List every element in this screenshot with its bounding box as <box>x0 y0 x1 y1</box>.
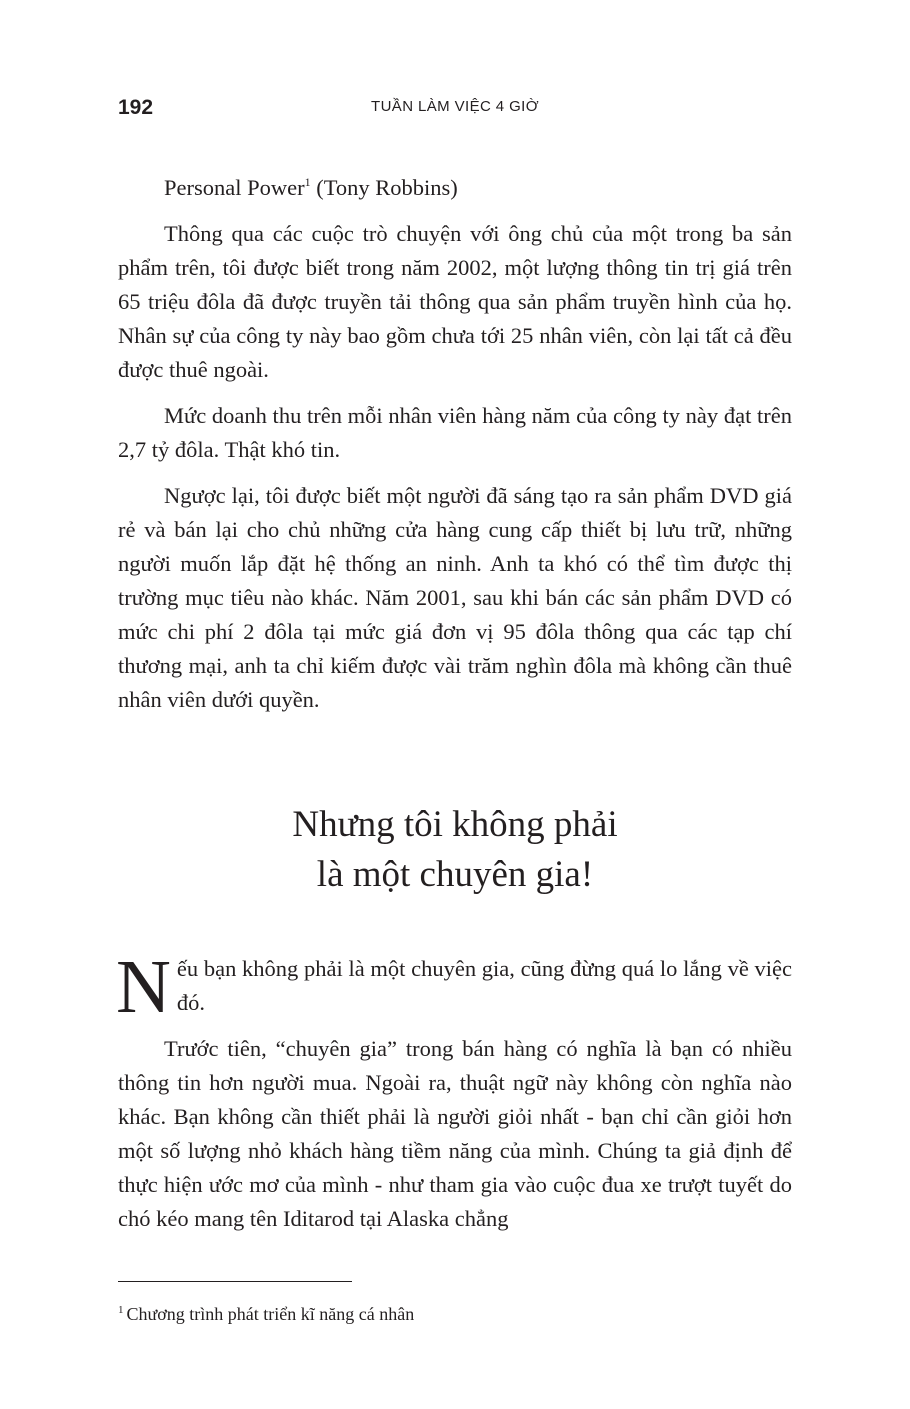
drop-cap-paragraph-text: ếu bạn không phải là một chuyên gia, cũng đừng quá lo lắng về việc đó. <box>176 956 792 1015</box>
footnote-text: Chương trình phát triển kĩ năng cá nhân <box>126 1304 415 1324</box>
section-heading <box>0 800 910 900</box>
paragraph: Mức doanh thu trên mỗi nhân viên hàng năm của công ty này đạt trên 2,7 tỷ đôla. Thật khó tin. <box>118 403 792 462</box>
paragraph: Trước tiên, “chuyên gia” trong bán hàng có nghĩa là bạn có nhiều thông tin hơn người mua. Ngoài ra, thuật ngữ này không còn nghĩa nào khác. Bạn không cần thiết phải là người giỏi nhất - bạn chỉ cần giỏi hơn một số lượng nhỏ khách hàng tiềm năng của mình. Chúng ta giả định để thực hiện ước mơ của mình - như tham gia vào cuộc đua xe trượt tuyết do chó kéo mang tên Iditarod tại Alaska chẳng <box>118 1036 792 1231</box>
drop-cap-letter: N <box>116 945 171 1029</box>
running-header-book-title: TUẦN LÀM VIỆC 4 GIỜ <box>371 98 539 115</box>
paragraph: Thông qua các cuộc trò chuyện với ông chủ của một trong ba sản phẩm trên, tôi được biết trong năm 2002, một lượng thông tin trị giá trên 65 triệu đôla đã được truyền tải thông qua sản phẩm truyền hình của họ. Nhân sự của công ty này bao gồm chưa tới 25 nhân viên, còn lại tất cả đều được thuê ngoài. <box>118 221 792 382</box>
personal-power-line <box>118 171 792 205</box>
section-heading-line-1: Nhưng tôi không phải <box>292 804 618 845</box>
personal-power-author: (Tony Robbins) <box>310 175 458 200</box>
footnote <box>118 1302 414 1326</box>
footnote-divider <box>118 1281 352 1282</box>
footnote-marker: 1 <box>304 175 311 189</box>
personal-power-title: Personal Power <box>164 175 305 200</box>
page-number: 192 <box>118 96 154 119</box>
top-text-block <box>118 171 792 729</box>
lower-text-block <box>116 945 792 1248</box>
footnote-number: 1 <box>118 1304 124 1316</box>
paragraph: Ngược lại, tôi được biết một người đã sáng tạo ra sản phẩm DVD giá rẻ và bán lại cho chủ những cửa hàng cung cấp thiết bị lưu trữ, những người muốn lắp đặt hệ thống an ninh. Anh ta khó có thể tìm được thị trường mục tiêu nào khác. Năm 2001, sau khi bán các sản phẩm DVD có mức chi phí 2 đôla tại mức giá đơn vị 95 đôla thông qua các tạp chí thương mại, anh ta chỉ kiếm được vài trăm nghìn đôla mà không cần thuê nhân viên dưới quyền. <box>118 483 792 712</box>
drop-cap-paragraph <box>116 945 792 1029</box>
section-heading-line-2: là một chuyên gia! <box>316 854 594 895</box>
